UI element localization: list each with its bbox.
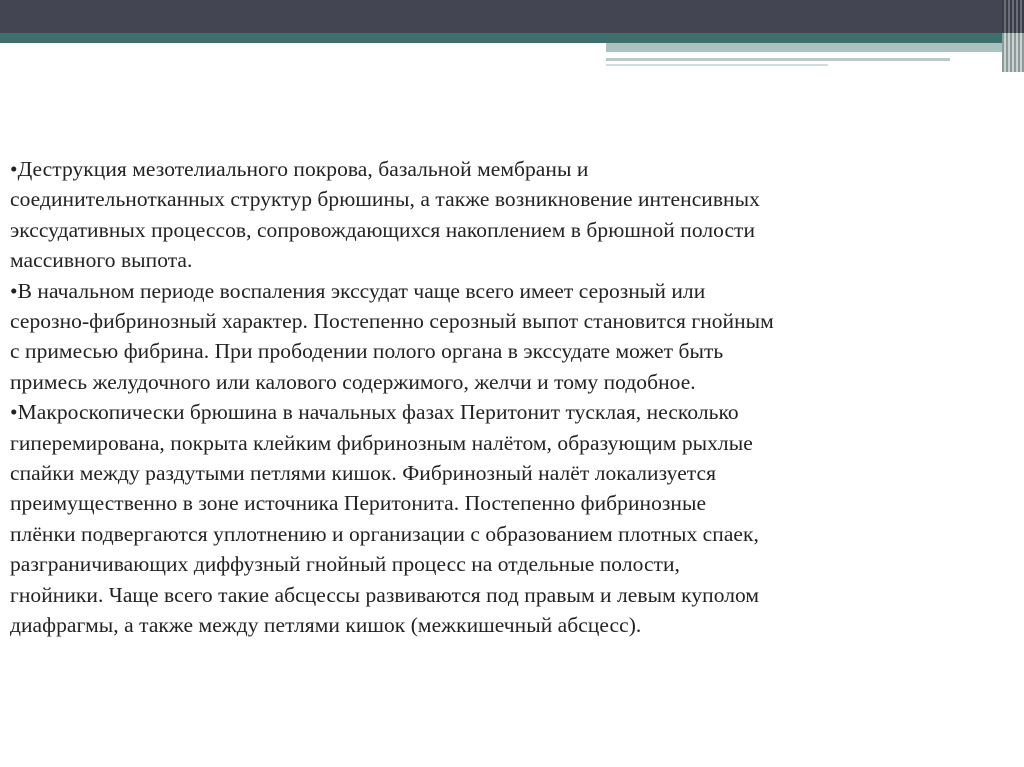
bullet-3-line-1: Макроскопически брюшина в начальных фазах Перитонит тусклая, несколько — [17, 400, 739, 425]
bullet-3-line-2: гиперемирована, покрыта клейким фибринозным налётом, образующим рыхлые — [10, 430, 753, 455]
slide-body-text — [10, 154, 1020, 641]
bullet-3-line-3: спайки между раздутыми петлями кишок. Фибринозный налёт локализуется — [10, 461, 717, 486]
bullet-3-line-4: преимущественно в зоне источника Перитонита. Постепенно фибринозные — [10, 491, 707, 516]
bullet-2-line-2: серозно-фибринозный характер. Постепенно серозный выпот становится гнойным — [10, 309, 774, 334]
bullet-2-line-3: с примесью фибрина. При прободении полого органа в экссудате может быть — [10, 339, 724, 364]
bullet-1-line-3: экссудативных процессов, сопровождающихся накоплением в брюшной полости — [10, 217, 756, 242]
header-thin-line-short — [606, 64, 828, 66]
bullet-3-line-6: разграничивающих диффузный гнойный процесс на отдельные полости, — [10, 552, 680, 577]
bullet-3-line-5: плёнки подвергаются уплотнению и организации с образованием плотных спаек, — [10, 521, 759, 546]
bullet-paragraph-1 — [10, 154, 1020, 276]
bullet-3-line-7: гнойники. Чаще всего такие абсцессы развиваются под правым и левым куполом — [10, 582, 760, 607]
bullet-3-line-8: диафрагмы, а также между петлями кишок (межкишечный абсцесс). — [10, 613, 642, 638]
header-dark-band — [0, 0, 1024, 33]
bullet-1-line-4: массивного выпота. — [10, 248, 193, 273]
bullet-2-mark: • — [10, 278, 18, 303]
bullet-3-mark: • — [10, 400, 18, 425]
bullet-1-mark: • — [10, 157, 18, 181]
bullet-1-line-2: соединительнотканных структур брюшины, а также возникновение интенсивных — [10, 187, 760, 212]
bullet-2-line-1: В начальном периоде воспаления экссудат чаще всего имеет серозный или — [17, 278, 706, 303]
bullet-paragraph-3 — [10, 397, 1020, 640]
right-edge-decoration-top — [1002, 0, 1024, 33]
header-teal-stripe — [0, 33, 1024, 43]
bullet-2-line-4: примесь желудочного или калового содержимого, желчи и тому подобное. — [10, 369, 696, 394]
header-light-stripe — [606, 43, 1024, 52]
bullet-paragraph-2 — [10, 276, 1020, 398]
bullet-1-line-1: Деструкция мезотелиального покрова, базальной мембраны и — [17, 157, 589, 181]
header-thin-line — [606, 58, 950, 61]
